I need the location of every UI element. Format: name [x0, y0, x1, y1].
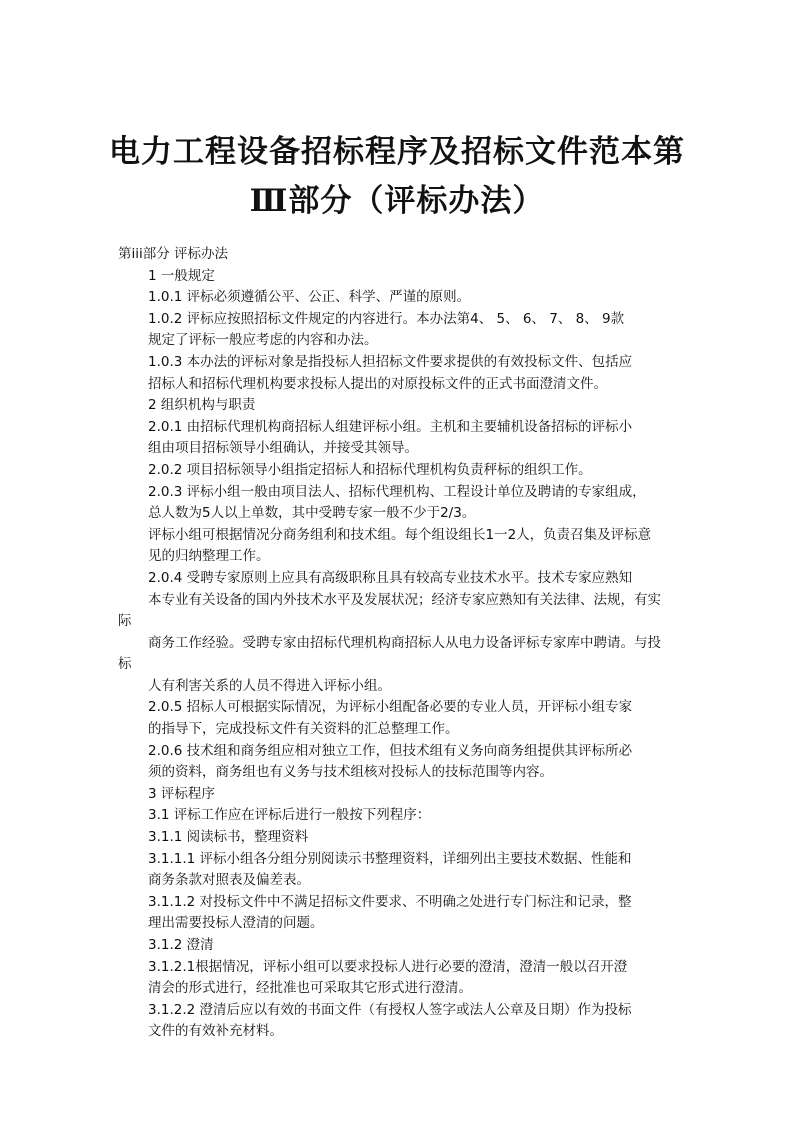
body-text-line: 3.1.2.1根据情况，评标小组可以要求投标人进行必要的澄清，澄清一般以召开澄 — [148, 958, 628, 975]
body-text-line: 3.1.2.2 澄清后应以有效的书面文件（有授权人签字或法人公章及日期）作为投标 — [148, 1001, 632, 1018]
body-text-line: 2.0.4 受聘专家原则上应具有高级职称且具有较高专业技术水平。技术专家应熟知 — [148, 569, 633, 586]
body-text-line: 3.1.1.1 评标小组各分组分别阅读示书整理资料，详细列出主要技术数据、性能和 — [148, 850, 632, 867]
body-text-line: 规定了评标一般应考虑的内容和办法。 — [148, 332, 378, 349]
body-text-line: 3.1.1 阅读标书，整理资料 — [148, 829, 309, 846]
document-body — [118, 244, 688, 1043]
body-text-line: 人有利害关系的人员不得进入评标小组。 — [148, 677, 391, 694]
body-text-line: 商务条款对照表及偏差表。 — [148, 872, 310, 889]
body-text-line: 3 评标程序 — [148, 785, 215, 802]
body-text-line: 2 组织机构与职责 — [148, 397, 256, 414]
body-text-line: 文件的有效补充材料。 — [148, 1023, 283, 1040]
body-text-line: 际 — [118, 613, 132, 630]
body-text-line: 组由项目招标领导小组确认，并接受其领导。 — [148, 440, 418, 457]
body-text-line: 1.0.3 本办法的评标对象是指投标人担招标文件要求提供的有效投标文件、包括应 — [148, 353, 633, 370]
body-text-line: 2.0.5 招标人可根据实际情况，为评标小组配备必要的专业人员，开评标小组专家 — [148, 699, 633, 716]
body-text-line: 清会的形式进行，经批准也可采取其它形式进行澄清。 — [148, 980, 472, 997]
body-text-line: 商务工作经验。受聘专家由招标代理机构商招标人从电力设备评标专家库中聘请。与投 — [148, 634, 661, 651]
body-text-line: 3.1 评标工作应在评标后进行一般按下列程序： — [148, 807, 431, 824]
body-text-line: 2.0.6 技术组和商务组应相对独立工作，但技术组有义务向商务组提供其评标所必 — [148, 742, 633, 759]
body-text-line: 评标小组可根据情况分商务组利和技术组。每个组设组长1一2人，负责召集及评标意 — [148, 526, 652, 543]
body-text-line: 3.1.1.2 对投标文件中不满足招标文件要求、不明确之处进行专门标注和记录，整 — [148, 893, 632, 910]
body-text-line: 2.0.3 评标小组一般由项目法人、招标代理机构、工程设计单位及聘请的专家组成， — [148, 483, 646, 500]
body-text-line: 招标人和招标代理机构要求投标人提出的对原投标文件的正式书面澄清文件。 — [148, 375, 607, 392]
body-text-line: 1 一般规定 — [148, 267, 215, 284]
document-title-line-1: 电力工程设备招标程序及招标文件范本第 — [109, 134, 685, 170]
body-text-line: 的指导下，完成投标文件有关资料的汇总整理工作。 — [148, 721, 459, 738]
body-text-line: 1.0.2 评标应按照招标文件规定的内容进行。本办法第4、 5、 6、 7、 8、 9款 — [148, 310, 625, 327]
body-text-line: 2.0.2 项目招标领导小组指定招标人和招标代理机构负责秤标的组织工作。 — [148, 461, 592, 478]
body-text-line: 理出需要投标人澄清的问题。 — [148, 915, 324, 932]
body-text-line: 3.1.2 澄清 — [148, 937, 214, 953]
body-text-line: 标 — [118, 656, 132, 673]
body-text-line: 见的归纳整理工作。 — [148, 548, 270, 565]
body-text-line: 本专业有关设备的国内外技术水平及发展状况；经济专家应熟知有关法律、法规，有实 — [148, 591, 661, 608]
document-title-line-2: Ⅲ部分（评标办法） — [249, 183, 545, 219]
body-text-line: 2.0.1 由招标代理机构商招标人组建评标小组。主机和主要辅机设备招标的评标小 — [148, 418, 633, 435]
body-text-line: 1.0.1 评标必须遵循公平、公正、科学、严谨的原则。 — [148, 289, 471, 306]
body-text-line: 须的资料，商务组也有义务与技术组核对投标人的技标范围等内容。 — [148, 764, 553, 781]
body-text-line: 第iii部分 评标办法 — [118, 246, 229, 262]
body-text-line: 总人数为5人以上单数，其中受聘专家一般不少于2/3。 — [148, 505, 476, 522]
